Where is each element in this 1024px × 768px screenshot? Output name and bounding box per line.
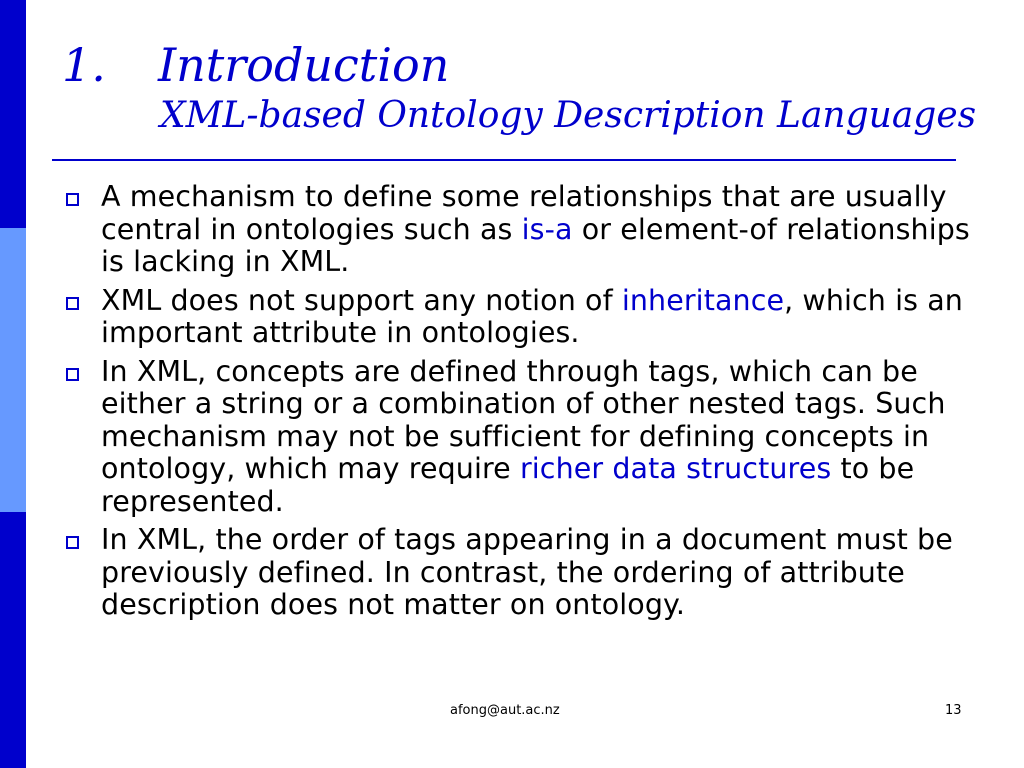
- title-divider: [52, 159, 956, 161]
- left-stripe-bottom: [0, 512, 26, 768]
- page-number: 13: [945, 703, 962, 718]
- title-main-text: Introduction: [158, 38, 450, 92]
- highlighted-term: is-a: [521, 212, 573, 246]
- left-stripe-middle: [0, 228, 26, 512]
- bullet-text: In XML, concepts are defined through tags, which can be either a string or a combination of other nested tags. Such mechanism may not be sufficient for defining concepts in ontology, which may require: [101, 354, 946, 485]
- bullet-text: In XML, the order of tags appearing in a document must be previously defined. In contrast, the ordering of attribute description does not matter on ontology.: [101, 523, 953, 621]
- bullet-item: [66, 181, 996, 279]
- bullet-text: XML does not support any notion of: [101, 283, 622, 317]
- footer-email: afong@aut.ac.nz: [450, 703, 560, 718]
- bullet-item: [66, 285, 996, 350]
- left-stripe-top: [0, 0, 26, 228]
- highlighted-term: inheritance: [621, 283, 785, 317]
- square-bullet-icon: [66, 368, 79, 381]
- title-number: 1.: [62, 38, 106, 92]
- bullet-item: [66, 356, 996, 519]
- bullet-text: A mechanism to define some relationships that are usually central in ontologies such as: [101, 180, 947, 246]
- highlighted-term: richer data structures: [519, 452, 832, 485]
- title-subtitle: XML-based Ontology Description Languages: [160, 95, 977, 136]
- slide-title: [62, 38, 976, 140]
- bullet-text: to be represented.: [101, 452, 915, 518]
- bullet-text: or element-of relationships is lacking in XML.: [101, 212, 970, 278]
- square-bullet-icon: [66, 297, 79, 310]
- bullet-list: [66, 181, 996, 628]
- title-line-main: [62, 38, 976, 92]
- bullet-item: [66, 524, 996, 622]
- bullet-text: , which is an important attribute in ontologies.: [101, 283, 963, 349]
- square-bullet-icon: [66, 193, 79, 206]
- square-bullet-icon: [66, 536, 79, 549]
